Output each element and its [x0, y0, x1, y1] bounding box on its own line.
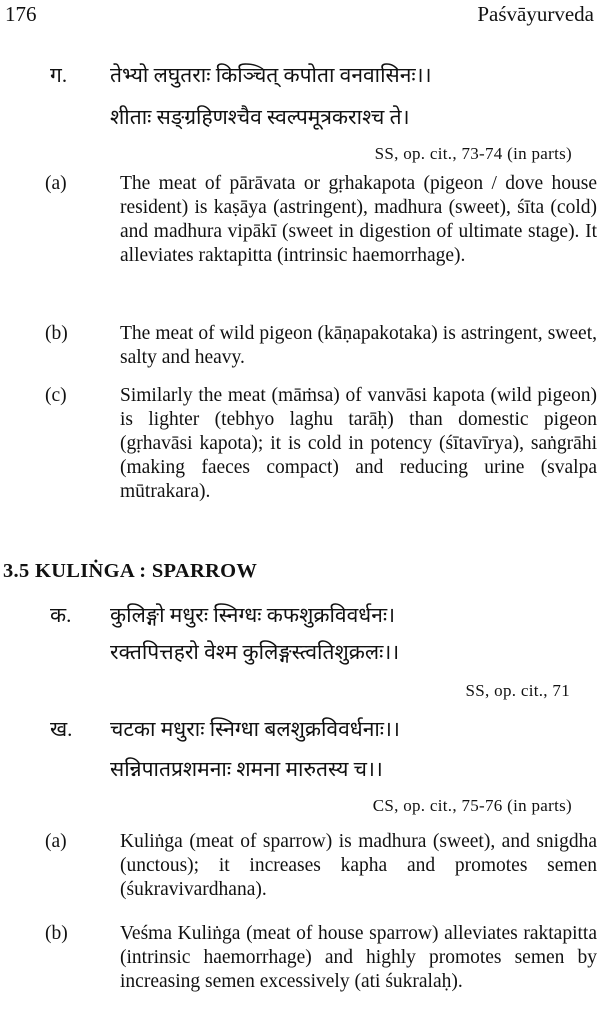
list-item	[45, 172, 597, 268]
list-text: Kuliṅga (meat of sparrow) is madhura (sweet), and snigdha (unctous); it increases kapha and promotes semen (śukravivardhana).	[120, 831, 597, 900]
verse-line-2: सन्निपातप्रशमनाः शमना मारुतस्य च।।	[110, 757, 383, 781]
verse-label: ग.	[50, 63, 68, 87]
list-text: The meat of wild pigeon (kāṇapakotaka) is astringent, sweet, salty and heavy.	[120, 323, 597, 368]
list-marker: (b)	[45, 323, 68, 344]
running-title: Paśvāyurveda	[477, 2, 594, 26]
verse-line-1: कुलिङ्गो मधुरः स्निग्धः कफशुक्रविवर्धनः।	[110, 603, 396, 627]
page-number: 176	[5, 2, 37, 26]
sanskrit-verse-pigeon	[50, 58, 595, 134]
verse-label: क.	[50, 603, 72, 627]
verse-line-2: शीताः सङ्ग्रहिणश्चैव स्वल्पमूत्रकराश्च ते।	[110, 105, 410, 129]
verse-label: ख.	[50, 717, 73, 741]
list-text: Similarly the meat (māṁsa) of vanvāsi kapota (wild pigeon) is lighter (tebhyo laghu tarāḥ) than domestic pigeon (gṛhavāsi kapota); it is cold in potency (śītavīrya), saṅgrāhi (making faeces compact) and reducing urine (svalpa mūtrakara).	[120, 385, 597, 502]
list-text: Veśma Kuliṅga (meat of house sparrow) alleviates raktapitta (intrinsic haemorrhage) and highly promotes semen by increasing semen excessively (ati śukralaḥ).	[120, 923, 597, 992]
list-marker: (a)	[45, 831, 67, 852]
list-marker: (c)	[45, 385, 67, 406]
verse-line-1: तेभ्यो लघुतराः किञ्चित् कपोता वनवासिनः।।	[110, 63, 432, 87]
citation: CS, op. cit., 75-76 (in parts)	[372, 796, 572, 815]
sanskrit-verse-sparrow-1	[50, 598, 595, 669]
citation: SS, op. cit., 71	[465, 681, 570, 700]
verse-line-1: चटका मधुराः स्निग्धा बलशुक्रविवर्धनाः।।	[110, 717, 400, 741]
verse-line-2: रक्तपित्तहरो वेश्म कुलिङ्गस्त्वतिशुक्रलः।।	[110, 640, 400, 664]
list-item	[45, 922, 597, 994]
list-item	[45, 830, 597, 902]
list-marker: (b)	[45, 923, 68, 944]
list-marker: (a)	[45, 173, 67, 194]
list-text: The meat of pārāvata or gṛhakapota (pigeon / dove house resident) is kaṣāya (astringent), madhura (sweet), śīta (cold) and madhura vipākī (sweet in digestion of ultimate stage). It alleviates raktapitta (intrinsic haemorrhage).	[120, 173, 597, 266]
list-item	[45, 322, 597, 370]
citation: SS, op. cit., 73-74 (in parts)	[374, 144, 572, 163]
sanskrit-verse-sparrow-2	[50, 712, 595, 786]
list-item	[45, 384, 597, 504]
section-heading: 3.5 KULIṄGA : SPARROW	[3, 560, 258, 582]
